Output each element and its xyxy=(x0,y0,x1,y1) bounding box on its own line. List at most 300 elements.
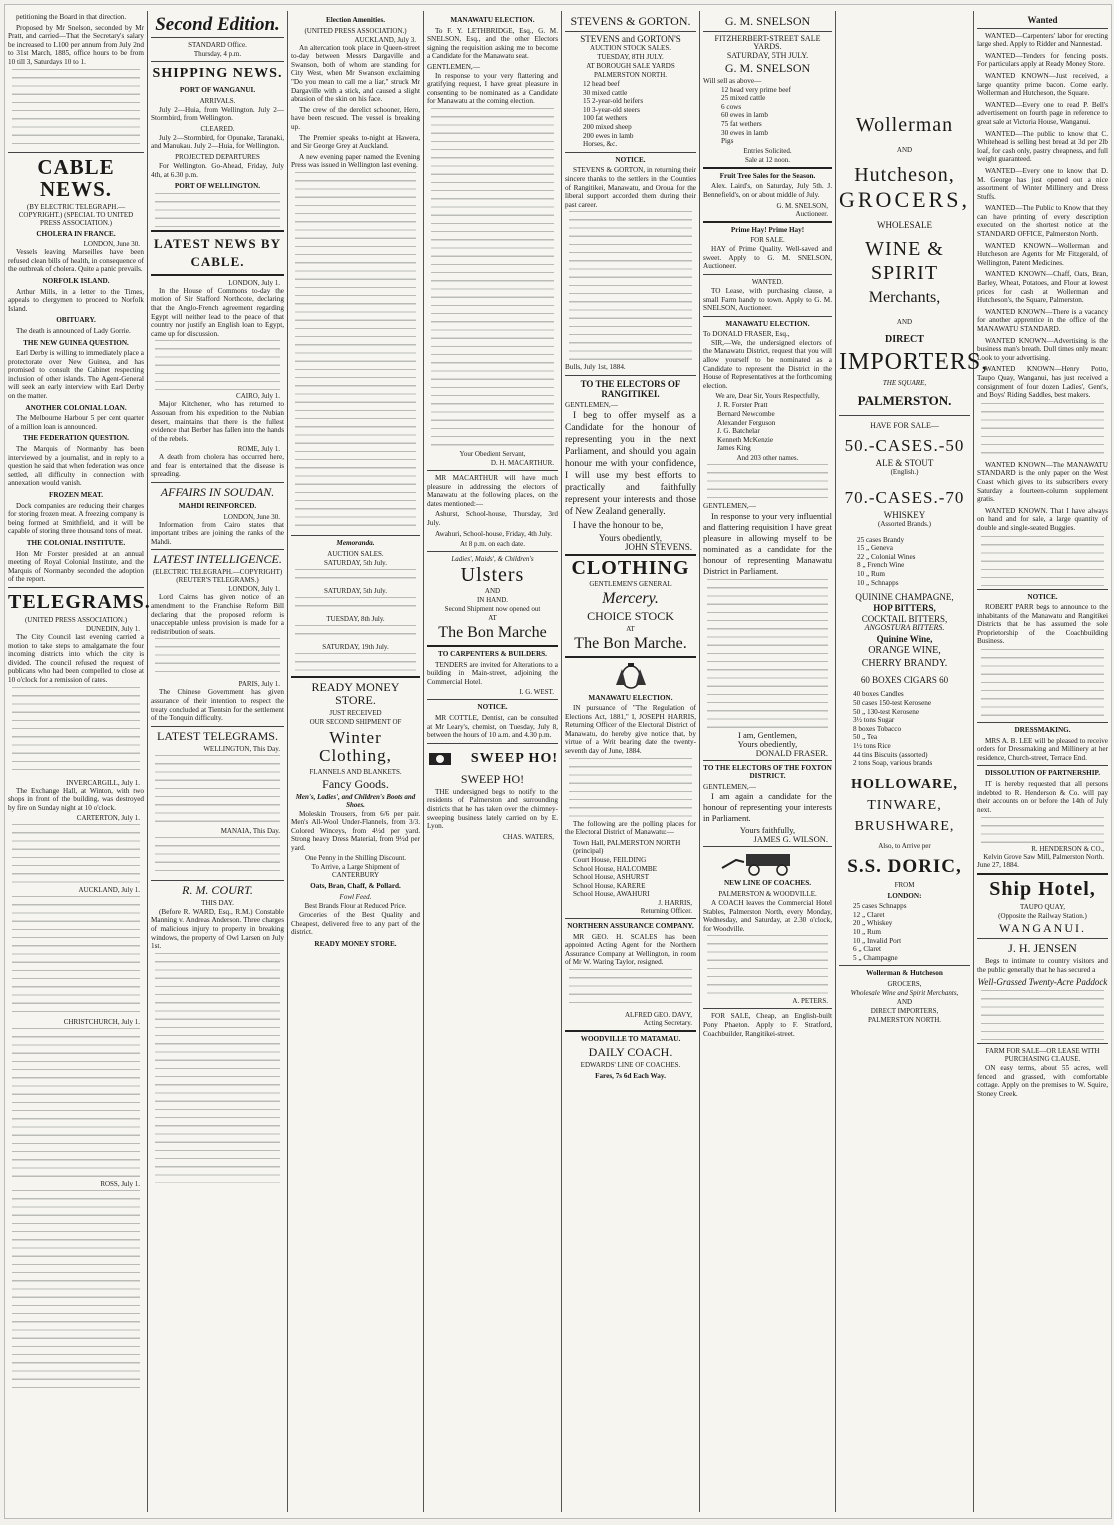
memo-date: SATURDAY, 19th July. xyxy=(322,642,389,651)
list-item: 12 head very prime beef xyxy=(721,85,791,94)
ready-money-title: READY MONEY STORE. xyxy=(311,679,400,707)
filler-text xyxy=(981,403,1104,459)
memoranda-sub: AUCTION SALES. xyxy=(327,549,384,558)
macarthur-time: At 8 p.m. on each date. xyxy=(460,540,525,549)
tinware: TINWARE, xyxy=(867,797,942,813)
from: FROM xyxy=(894,880,915,889)
wanted-ad: WANTED KNOWN—Advertising is the business man's breath. Dull times only mean: Look to your advertising. xyxy=(977,336,1108,362)
divider xyxy=(151,274,284,276)
column-6 xyxy=(700,13,835,1510)
list-item: 2 tons Soap, various brands xyxy=(853,759,933,768)
auction-town: PALMERSTON NORTH. xyxy=(593,71,668,79)
auction-line: AUCTION STOCK SALES. xyxy=(590,44,671,52)
election-body: In response to your very flattering and gratifying request, I have great pleasure in consenting to be nominated as a Candidate for Manawatu at the coming election. xyxy=(427,71,558,106)
footer-direct: DIRECT IMPORTERS, xyxy=(870,1007,939,1016)
in-hand: IN HAND. xyxy=(476,596,509,605)
divider xyxy=(703,1008,832,1009)
london-list xyxy=(839,902,970,962)
list-item: James King xyxy=(717,444,751,453)
cases-50: 50.-CASES.-50 xyxy=(844,435,965,455)
rm-flannels: FLANNELS AND BLANKETS. xyxy=(309,767,402,776)
divider xyxy=(427,551,558,552)
ss-doric: S.S. DORIC, xyxy=(847,855,962,877)
auction-where: AT BOROUGH SALE YARDS xyxy=(586,62,675,70)
manawatu-election-2: MANAWATU ELECTION. xyxy=(588,693,673,702)
lee-notice: MRS A. B. LEE will be pleased to receive orders for Dressmaking and Millinery at her residence, Church-street, Terrace End. xyxy=(977,736,1108,762)
filler-text xyxy=(981,990,1104,1040)
guinea-head: THE NEW GUINEA QUESTION. xyxy=(23,338,129,347)
and-text-2: AND xyxy=(896,318,913,326)
rm-oats: Oats, Bran, Chaff, & Pollard. xyxy=(310,882,401,891)
memo-date: TUESDAY, 8th July. xyxy=(326,614,385,623)
wanted-ad: WANTED—Every one to know that D. M. George has just opened out a nice assortment of Winter Millinery and Dress Stuffs. xyxy=(977,166,1108,201)
stevens-sub: STEVENS and GORTON'S xyxy=(580,34,681,44)
rm-winter: Winter Clothing, xyxy=(319,727,392,765)
arrivals-head: ARRIVALS. xyxy=(199,96,236,105)
list-item: 10 „ Rum xyxy=(853,928,881,937)
nac-signature: ALFRED GEO. DAVY, xyxy=(624,1010,692,1019)
list-item: 25 cases Schnapps xyxy=(853,902,907,911)
dissolution-body: IT is hereby requested that all persons indebted to R. Henderson & Co. will pay their accounts on or before the 14th of July next. xyxy=(977,780,1108,814)
footer-town: PALMERSTON NORTH. xyxy=(867,1016,942,1025)
federation-head: THE FEDERATION QUESTION. xyxy=(23,434,129,443)
filler-text xyxy=(707,935,828,995)
divider xyxy=(977,28,1108,29)
list-item: School House, ASHURST xyxy=(573,873,650,882)
paris-body: The Chinese Government has given assurance of their intention to respect the treaty concluded at Tientsin for the settlement of the Tonquin difficulty. xyxy=(151,688,284,723)
list-item: 50 „ 130-test Kerosene xyxy=(853,707,920,716)
rome-body: A death from cholera has occurred here, and fear is entertained that the disease is spreading. xyxy=(151,453,284,479)
filler-text xyxy=(981,536,1104,586)
loan-head: ANOTHER COLONIAL LOAN. xyxy=(25,403,127,412)
macarthur-date-1: Ashurst, School-house, Thursday, 3rd July. xyxy=(427,510,558,527)
fares: Fares, 7s 6d Each Way. xyxy=(595,1071,666,1080)
farm-body: ON easy terms, about 55 acres, well fenced and grassed, with comfortable cottage. Apply on the premises to W. Squire, Stoney Creek. xyxy=(977,1064,1108,1098)
notice-body: STEVENS & GORTON, in returning their sincere thanks to the settlers in the Counties of Rangitikei, Manawatu, and Oroua for the liberal support accorded them during their past career. xyxy=(565,166,696,209)
filler-text xyxy=(12,896,140,1016)
list-item: 10 „ Invalid Port xyxy=(853,936,902,945)
importers: IMPORTERS, xyxy=(839,348,989,375)
requisition-body: SIR,—We, the undersigned electors of the Manawatu District, request that you will allow yourself to be nominated as a Candidate to represent the District in the House of Representatives at the forthcoming election. xyxy=(703,338,832,390)
list-item: Kenneth McKenzie xyxy=(717,435,774,444)
ale-stout: ALE & STOUT xyxy=(875,457,934,468)
dateline: CARTERTON, July 1. xyxy=(76,814,140,823)
snelson-date: SATURDAY, 5TH JULY. xyxy=(726,51,809,60)
dissolution-signature: R. HENDERSON & CO., xyxy=(1031,845,1104,854)
london: LONDON: xyxy=(887,891,922,900)
dressmaking-title: DRESSMAKING. xyxy=(1014,726,1071,735)
rm-boots: Men's, Ladies', and Children's Boots and Shoes. xyxy=(295,792,416,809)
rangitikei-body: I beg to offer myself as a Candidate for the honour of representing you in the next Parliament, and should you again honour me with your confidence, I will use my best efforts to practically and faithfully represent your interests and those of New Zealand generally. xyxy=(565,410,696,517)
list-item: Town Hall, PALMERSTON NORTH (principal) xyxy=(573,838,681,856)
will-sell: Will sell as above— xyxy=(703,77,762,85)
list-item: 5 „ Champagne xyxy=(853,953,898,962)
requisition-names xyxy=(703,401,832,453)
at-text: AT xyxy=(626,624,635,633)
list-item: Alexander Ferguson xyxy=(717,418,776,427)
royal-crest-icon xyxy=(608,661,654,691)
list-item: 6 „ Claret xyxy=(853,945,881,954)
filler-text xyxy=(295,653,416,673)
sweep-signature: CHAS. WATERS, xyxy=(502,832,554,841)
snelson-name: G. M. SNELSON xyxy=(724,61,811,75)
manawatu-election-3: MANAWATU ELECTION. xyxy=(725,319,810,328)
orange-wine: ORANGE WINE, xyxy=(868,645,941,657)
coaches-route: PALMERSTON & WOODVILLE. xyxy=(718,889,817,898)
filler-text xyxy=(12,69,140,149)
wanted-ad: WANTED KNOWN—The MANAWATU STANDARD is the only paper on the West Coast which gives to its subscribers every Saturday a fourteen-column supplement gratis. xyxy=(977,460,1108,504)
list-item: 10 „ Rum xyxy=(857,569,885,578)
divider xyxy=(427,470,558,471)
reply-signature: DONALD FRASER. xyxy=(755,747,828,758)
coaches-signature: A. PETERS. xyxy=(792,997,828,1006)
ulsters-title: Ulsters xyxy=(460,564,525,587)
divider xyxy=(977,938,1108,939)
dissolution-date: June 27, 1884. xyxy=(977,861,1019,870)
divider xyxy=(565,1030,696,1032)
divider xyxy=(977,1043,1108,1044)
amenities-body-3: The Premier speaks to-night at Hawera, and Sir George Grey at Auckland. xyxy=(291,133,420,151)
divider xyxy=(977,765,1108,766)
divider xyxy=(839,415,970,416)
filler-text xyxy=(12,687,140,777)
nac-body: MR GEO. H. SCALES has been appointed Acting Agent for the Northern Assurance Company at Wellington, in room of Mr W. Waring Taylor, resigned. xyxy=(565,932,696,967)
meat-body: Dock companies are reducing their charges for storing frozen meat. A freezing company is being formed at Smithfield, and it will be capable of storing three thousand tons of meat. xyxy=(8,501,144,536)
reuter-source: (ELECTRIC TELEGRAPH.—COPYRIGHT) (REUTER'S TELEGRAMS.) xyxy=(152,568,283,585)
edwards-line: EDWARDS' LINE OF COACHES. xyxy=(580,1060,681,1069)
london3-body: Lord Cairns has given notice of an amendment to the Franchise Reform Bill declaring that the proposed reform is unacceptable unless provision is made for a redistribution of seats. xyxy=(151,593,284,636)
dateline: PARIS, July 1. xyxy=(238,680,280,689)
divider xyxy=(977,722,1108,723)
hutcheson-name: Hutcheson, xyxy=(854,164,955,186)
cable-source: (BY ELECTRIC TELEGRAPH.—COPYRIGHT.) (SPECIAL TO UNITED PRESS ASSOCIATION.) xyxy=(18,202,134,227)
list-item: 8 „ French Wine xyxy=(857,561,905,570)
coaches-body: A COACH leaves the Commercial Hotel Stables, Palmerston North, every Monday, Wednesday, and Saturday, at 2.30 o'clock, for Woodville. xyxy=(703,898,832,933)
foxton-body: I am again a candidate for the honour of representing your interests in Parliament. xyxy=(703,791,832,824)
dunedin-body: The City Council last evening carried a motion to take steps to amalgamate the four incoming districts into which the city is divided. The council refused the request of publicans who had been compelled to close at 10 o'clock for a remission of rates. xyxy=(8,632,144,684)
fruit-body: Alex. Laird's, on Saturday, July 5th. J. Bennefield's, on or about middle of July. xyxy=(703,182,832,199)
norfolk-head: NORFOLK ISLAND. xyxy=(42,276,110,285)
list-item: 10 3-year-old steers xyxy=(583,105,640,114)
assorted: (Assorted Brands.) xyxy=(878,519,931,528)
dateline: ROME, July 1. xyxy=(237,445,280,454)
rangitikei-honour: I have the honour to be, xyxy=(573,520,664,531)
guinea-body: Earl Derby is willing to immediately place a protectorate over New Guinea, and has promised to consult the Cabinet respecting inclusion of other islands. The Agent-General will seek an early interview with Earl Derby on the matter. xyxy=(8,349,144,401)
fruit-role: Auctioneer. xyxy=(795,209,828,218)
divider xyxy=(151,230,284,232)
source-line: (UNITED PRESS ASSOCIATION.) xyxy=(304,26,407,35)
angostura: ANGOSTURA BITTERS. xyxy=(864,622,945,632)
rangitikei-yours: Yours obediently, xyxy=(598,532,662,543)
rangitikei-signature: JOHN STEVENS. xyxy=(624,541,692,552)
spirits-list xyxy=(839,536,970,588)
amenities-body-1: An altercation took place in Queen-street to-day between Messrs Dargaville and Swanson, both of whom are standing for City West, when Mr Swanson exclaiming "Do you mean to call me a liar," struck Mr Dargaville with a stick, and caused a slight abrasion of the skin on his face. xyxy=(291,43,420,104)
list-item: 8 boxes Tobacco xyxy=(853,724,902,733)
dissolution-address: Kelvin Grove Saw Mill, Palmerston North. xyxy=(983,853,1104,862)
rm-court-body: (Before R. WARD, Esq., R.M.) Constable Manning v. Andreas Anderson. Three charges of malicious injury to property in breaking windows, the property of Owl Larsen on July 1st. xyxy=(151,907,284,951)
rm-groceries: Groceries of the Best Quality and Cheapest, delivered free to any part of the district. xyxy=(291,911,420,937)
list-item: Pigs xyxy=(721,137,734,146)
dissolution-title: DISSOLUTION OF PARTNERSHIP. xyxy=(984,769,1101,778)
list-item: J. G. Batchelar xyxy=(717,427,760,436)
divider xyxy=(703,221,832,223)
snelson-sub: FITZHERBERT-STREET SALE YARDS. xyxy=(714,34,821,51)
obituary-body: The death is announced of Lady Gorrie. xyxy=(16,326,131,335)
wanted-ad: WANTED KNOWN—Henry Potto, Taupo Quay, Wanganui, has just received a consignment of four dozen Ladies', Gent's, and Boys' Riding Saddles, best makers. xyxy=(977,365,1108,400)
list-item: School House, KARERE xyxy=(573,881,646,890)
bon-marche: The Bon Marche xyxy=(438,624,547,642)
federation-body: The Marquis of Normanby has been interviewed by a journalist, and in reply to a question he said that when federation was once settled, all difficulty in connection with annexation would vanish. xyxy=(8,445,144,488)
list-item: School House, HALCOMBE xyxy=(573,864,658,873)
arrivals-body: July 2—Huia, from Wellington. July 2—Stormbird, from Wellington. xyxy=(151,105,284,123)
salutation: GENTLEMEN,— xyxy=(565,400,618,409)
divider xyxy=(703,274,832,275)
filler-text xyxy=(295,172,416,532)
divider xyxy=(565,554,696,556)
list-item: Bernard Newcombe xyxy=(717,410,775,419)
loan-body: The Melbourne Harbour 5 per cent quarter of a million loan is announced. xyxy=(8,414,144,431)
column-4 xyxy=(424,13,561,1510)
requisition-we: We are, Dear Sir, Yours Respectfully, xyxy=(715,392,820,401)
column-2 xyxy=(148,13,287,1510)
sale-time: Sale at 12 noon. xyxy=(744,155,791,164)
returning-signature: J. HARRIS, xyxy=(658,899,692,907)
wanted-ad: WANTED—Carpenters' labor for erecting large shed. Apply to Ridder and Nannestad. xyxy=(977,31,1108,49)
holloware: HOLLOWARE, xyxy=(851,776,958,792)
quinine-wine: Quinine Wine, xyxy=(876,633,933,644)
footer-grocers: GROCERS, xyxy=(887,980,922,989)
tender-body: TENDERS are invited for Alterations to a building in Main-street, adjoining the Commercial Hotel. xyxy=(427,660,558,686)
divider xyxy=(703,31,832,32)
wollerman-name: Wollerman xyxy=(855,114,954,136)
rm-body: Moleskin Trousers, from 6/6 per pair. Men's All-Wool Under-Flannels, from 3/3. Colored Winceys, from 4½d per yard. Strong heavy Dress Material, from 9½d per yard. xyxy=(291,809,420,852)
filler-text xyxy=(155,340,280,390)
salutation: GENTLEMEN,— xyxy=(703,782,756,791)
column-8 xyxy=(974,13,1111,1510)
filler-text xyxy=(707,579,828,729)
wanted-title: Wanted xyxy=(1027,15,1058,25)
dateline: CHRISTCHURCH, July 1. xyxy=(63,1018,140,1027)
and-text: AND xyxy=(484,587,501,596)
column-7 xyxy=(836,13,989,1510)
list-item: 50 „ Tea xyxy=(853,733,878,742)
list-item: 200 mixed sheep xyxy=(583,122,632,131)
at-text: AT xyxy=(488,614,497,623)
edition-title: Second Edition. xyxy=(155,14,280,35)
list-item: 40 boxes Candles xyxy=(853,690,904,699)
divider xyxy=(703,316,832,317)
telegrams-source: (UNITED PRESS ASSOCIATION.) xyxy=(24,615,128,624)
clothing-title: CLOTHING xyxy=(571,556,690,579)
tender-head: TO CARPENTERS & BUILDERS. xyxy=(438,650,547,659)
divider xyxy=(977,589,1108,590)
list-item: 60 ewes in lamb xyxy=(721,111,768,120)
rangitikei-title: TO THE ELECTORS OF RANGITIKEI. xyxy=(580,378,681,399)
merchants: Merchants, xyxy=(868,289,941,306)
choice-stock: CHOICE STOCK xyxy=(587,608,674,623)
palmerston: PALMERSTON. xyxy=(857,392,952,408)
snelson-title: G. M. SNELSON xyxy=(724,14,811,28)
returning-role: Returning Officer. xyxy=(640,907,692,915)
divider xyxy=(291,676,420,678)
divider xyxy=(703,846,832,847)
ship-hotel-title: Ship Hotel, xyxy=(989,878,1096,900)
for-sale: FOR SALE. xyxy=(750,236,785,245)
hop-bitters: HOP BITTERS, xyxy=(873,603,936,614)
brushware: BRUSHWARE, xyxy=(854,818,955,834)
tender-signature: I. G. WEST. xyxy=(519,688,554,697)
port-wellington: PORT OF WELLINGTON. xyxy=(174,182,261,191)
list-item: 30 ewes in lamb xyxy=(721,128,768,137)
woodville-title: WOODVILLE TO MATAMAU. xyxy=(580,1034,681,1043)
fruit-title: Fruit Tree Sales for the Season. xyxy=(719,171,816,180)
nac-title: NORTHERN ASSURANCE COMPANY. xyxy=(567,922,694,930)
time-line: Thursday, 4 p.m. xyxy=(193,50,242,58)
election-amenities-title: Election Amenities. xyxy=(325,16,386,24)
filler-text xyxy=(155,193,280,227)
wanted-ad: WANTED KNOWN—There is a vacancy for another apprentice in the office of the MANAWATU STANDARD. xyxy=(977,307,1108,333)
latest-telegrams-title: LATEST TELEGRAMS. xyxy=(157,728,278,743)
polling-places xyxy=(565,839,696,899)
mahdi-head: MAHDI REINFORCED. xyxy=(178,502,257,511)
list-item: 100 fat wethers xyxy=(583,114,628,123)
column-3 xyxy=(288,13,423,1510)
list-item: 25 mixed cattle xyxy=(721,94,766,103)
divider xyxy=(565,656,696,658)
dateline: CAIRO, July 1. xyxy=(236,392,280,401)
rm-arrive: To Arrive, a Large Shipment of CANTERBURY xyxy=(311,863,400,880)
list-item: 3½ tons Sugar xyxy=(853,716,895,725)
auction-date: TUESDAY, 8TH JULY. xyxy=(597,53,664,61)
list-item: 30 mixed cattle xyxy=(583,88,628,97)
filler-text xyxy=(12,1028,140,1178)
dateline: DUNEDIN, July 1. xyxy=(85,624,140,633)
list-item: 12 head beef xyxy=(583,80,620,88)
champagne: QUININE CHAMPAGNE, xyxy=(855,592,954,603)
divider xyxy=(427,699,558,700)
list-item: 44 tins Biscuits (assorted) xyxy=(853,750,928,759)
divider xyxy=(977,873,1108,875)
hotel-body: Begs to intimate to country visitors and the public generally that he has secured a xyxy=(977,957,1108,974)
addressee: To F. Y. LETHBRIDGE, Esq., G. M. SNELSON, Esq., and the other Electors signing the requisition asking me to become a Candidate for the Manawatu seat. xyxy=(427,26,558,61)
notice-date: Bulls, July 1st, 1884. xyxy=(565,363,626,372)
rm-court-title: R. M. COURT. xyxy=(182,882,253,897)
divider xyxy=(291,535,420,536)
sweep-header xyxy=(427,747,558,771)
list-item: 10 „ Schnapps xyxy=(857,578,899,587)
direct: DIRECT xyxy=(885,334,924,345)
fruit-signature: G. M. SNELSON, xyxy=(776,201,828,210)
polling-places-head: The following are the polling places for the Electoral District of Manawatu:— xyxy=(565,819,696,837)
filler-text xyxy=(155,638,280,678)
dateline: MANAIA, This Day. xyxy=(220,826,280,835)
invercargill-body: The Exchange Hall, at Winton, with two shops in front of the building, was destroyed by fire on Sunday night at 10 o'clock. xyxy=(8,786,144,812)
other-names: And 203 other names. xyxy=(736,454,799,462)
list-item: 50 cases 150-test Kerosene xyxy=(853,698,932,707)
also-arrive: Also, to Arrive per xyxy=(878,841,931,850)
reply-yours: Yours obediently, xyxy=(737,738,798,749)
coach-icon xyxy=(718,850,818,876)
entries: Entries Solicited. xyxy=(743,146,792,155)
divider xyxy=(565,918,696,919)
divider xyxy=(427,743,558,744)
amenities-body-2: The crew of the derelict schooner, Hero, have been rescued. The vessel is breaking up. xyxy=(291,105,420,131)
list-item: 22 „ Colonial Wines xyxy=(857,552,916,561)
institute-head: THE COLONIAL INSTITUTE. xyxy=(26,538,126,547)
filler-text xyxy=(981,649,1104,719)
rm-flour: Best Brands Flour at Reduced Price. xyxy=(304,902,407,911)
divider xyxy=(565,375,696,376)
macarthur-date-2: Awahuri, School-house, Friday, 4th July. xyxy=(435,529,552,538)
notice-head: NOTICE. xyxy=(615,155,646,164)
column-1 xyxy=(5,13,151,1510)
filler-text xyxy=(155,837,280,877)
sweep-icon xyxy=(427,749,453,769)
dateline: ROSS, July 1. xyxy=(100,1180,140,1189)
second-shipment: Second Shipment now opened out xyxy=(444,605,541,614)
cocktail: COCKTAIL BITTERS, xyxy=(861,613,948,624)
sign-off: Your Obedient Servant, xyxy=(459,449,526,458)
memo-date: SATURDAY, 5th July. xyxy=(324,558,387,567)
sweep-title-2: SWEEP HO! xyxy=(460,771,525,786)
phaeton-sale: FOR SALE, Cheap, an English-built Pony Phaeton. Apply to F. Stratford, Coachbuilder, Rangitikei-street. xyxy=(703,1012,832,1038)
hay-title: Prime Hay! Prime Hay! xyxy=(730,225,805,234)
cigars: 60 BOXES CIGARS 60 xyxy=(860,675,949,686)
dateline: AUCKLAND, July 3. xyxy=(354,35,416,44)
stevens-title: STEVENS & GORTON. xyxy=(570,14,691,28)
list-item: 200 ewes in lamb xyxy=(583,131,634,140)
divider xyxy=(8,152,144,153)
cholera-body: Vessels leaving Marseilles have been refused clean bills of health, in consequence of the outbreak of cholera. Quite a panic prevails. xyxy=(8,248,144,274)
column-5 xyxy=(562,13,699,1510)
salutation: GENTLEMEN,— xyxy=(427,62,480,71)
footer-and: AND xyxy=(896,998,913,1007)
hotel-opposite: (Opposite the Railway Station.) xyxy=(998,912,1087,920)
rm-discount: One Penny in the Shilling Discount. xyxy=(304,854,407,863)
foxton-title: TO THE ELECTORS OF THE FOXTON DISTRICT. xyxy=(703,763,832,781)
filler-text xyxy=(155,755,280,825)
divider xyxy=(8,587,144,588)
newspaper-page xyxy=(4,4,1112,1519)
daily-coach: DAILY COACH. xyxy=(588,1044,673,1059)
dateline: AUCKLAND, July 1. xyxy=(78,886,140,895)
divider xyxy=(151,482,284,483)
cottle-body: MR COTTLE, Dentist, can be consulted at Mr Leary's, chemist, on Tuesday, July 8, between the hours of 10 a.m. and 4.30 p.m. xyxy=(427,714,558,740)
list-item: J. R. Forster Pratt xyxy=(717,401,768,410)
list-item: School House, AWAHURI xyxy=(573,890,650,899)
rm-footer: READY MONEY STORE. xyxy=(314,939,397,948)
list-item: 15 „ Geneva xyxy=(857,544,893,553)
filler-text xyxy=(569,758,692,818)
wanted-body: TO Lease, with purchasing clause, a small Farm handy to town. Apply to G. M. SNELSON, Auctioneer. xyxy=(703,286,832,313)
rm-fowl: Fowl Feed. xyxy=(339,893,372,902)
dateline: WELLINGTON, This Day. xyxy=(203,744,280,753)
shipping-title: SHIPPING NEWS. xyxy=(152,66,283,81)
london-body: In the House of Commons to-day the motion of Sir Stafford Northcote, declaring that the Anglo-French agreement regarding Egypt will neither lead to the peace of that country nor justify an English loan to Egypt, came up for discussion. xyxy=(151,286,284,338)
signature: D. H. MACARTHUR. xyxy=(490,458,554,467)
foxton-yours: Yours faithfully, xyxy=(739,825,796,836)
divider xyxy=(427,645,558,647)
the-square: THE SQUARE, xyxy=(882,378,927,387)
filler-text xyxy=(981,817,1104,843)
rm-shipment: OUR SECOND SHIPMENT OF xyxy=(309,717,402,726)
wanted-ad: WANTED KNOWN—Chaff, Oats, Bran, Barley, Wheat, Potatoes, and Flour at lowest prices for cash at Wollerman and Hutcheson's, the Square, Palmerston. xyxy=(977,270,1108,305)
divider xyxy=(703,760,832,761)
hotel-proprietor: J. H. JENSEN xyxy=(1008,941,1077,955)
intro-body: Proposed by Mr Snelson, seconded by Mr Pratt, and carried—That the Secretary's salary be increased to L100 per annum from July 2nd to 31st March, 1885, office hours to be from 10 till 3, Saturdays 10 to 1. xyxy=(8,23,144,66)
reply-body: In response to your very influential and flattering requisition I have great pleasure in allowing myself to be nominated as a candidate for the honour of representing Manawatu District in Parliament. xyxy=(703,510,832,576)
wanted-ad: WANTED—Every one to read P. Bell's advertisement on fourth page in reference to great sale at Victoria House, Wanganui. xyxy=(977,100,1108,126)
